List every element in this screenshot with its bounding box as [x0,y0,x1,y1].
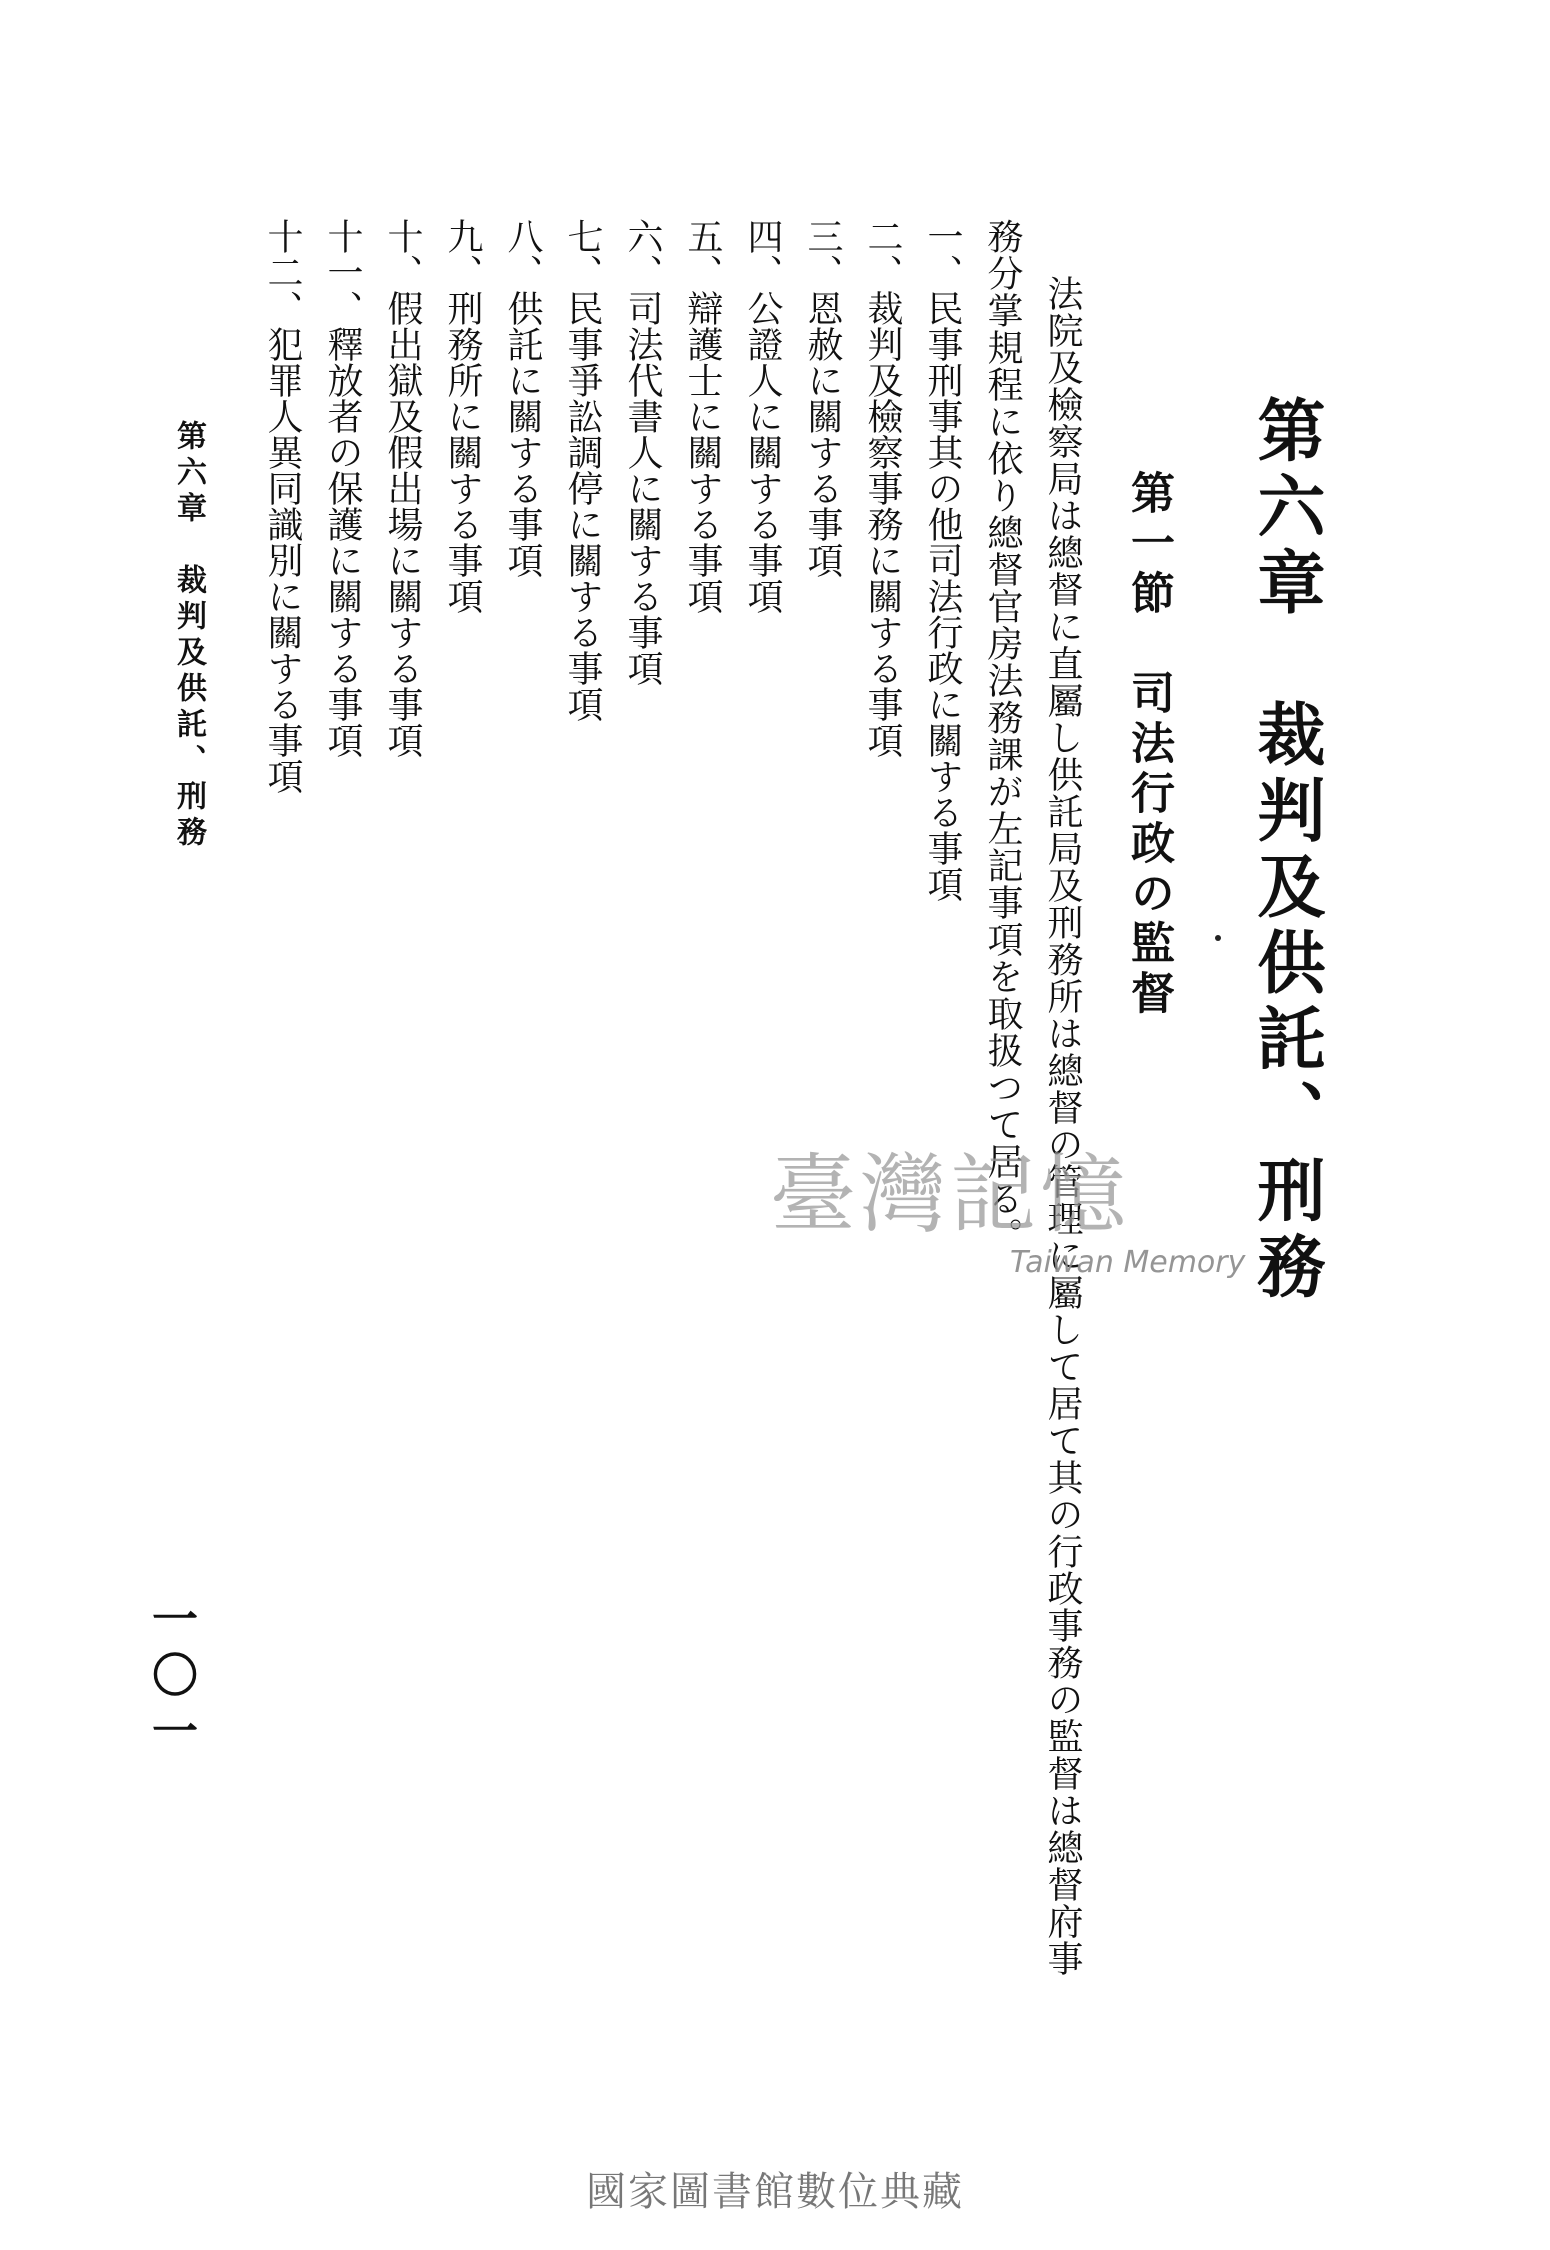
list-item: 七、民事爭訟調停に關する事項 [562,218,603,722]
running-head: 第六章 裁判及供託、刑務 [171,420,206,852]
list-item: 十二、犯罪人異同識別に關する事項 [262,218,303,794]
paragraph-line-1: 法院及檢察局は總督に直屬し供託局及刑務所は總督の管理に屬して居て其の行政事務の監督は總督府事 [1042,275,1083,1977]
section-title: 第一節 司法行政の監督 [1123,470,1174,1020]
list-item: 八、供託に關する事項 [502,218,543,578]
list-item: 四、公證人に關する事項 [742,218,783,614]
watermark-subtext: Taiwan Memory [1010,1245,1246,1280]
list-item: 十一、釋放者の保護に關する事項 [322,218,363,758]
ink-speck [1215,935,1221,941]
list-item: 九、刑務所に關する事項 [442,218,483,614]
list-item: 二、裁判及檢察事務に關する事項 [862,218,903,758]
watermark: 臺灣記憶 [770,1145,1130,1245]
list-item: 三、恩赦に關する事項 [802,218,843,578]
list-item: 六、司法代書人に關する事項 [622,218,663,686]
page-number: 一〇一 [145,1595,199,1763]
footer-credit: 國家圖書館數位典藏 [586,2169,964,2215]
list-item: 一、民事刑事其の他司法行政に關する事項 [922,218,963,902]
list-item: 十、假出獄及假出場に關する事項 [382,218,423,758]
paragraph-line-2: 務分掌規程に依り總督官房法務課が左記事項を取扱つて居る。 [982,218,1023,1254]
list-item: 五、辯護士に關する事項 [682,218,723,614]
chapter-title: 第六章 裁判及供託、刑務 [1246,395,1326,1307]
